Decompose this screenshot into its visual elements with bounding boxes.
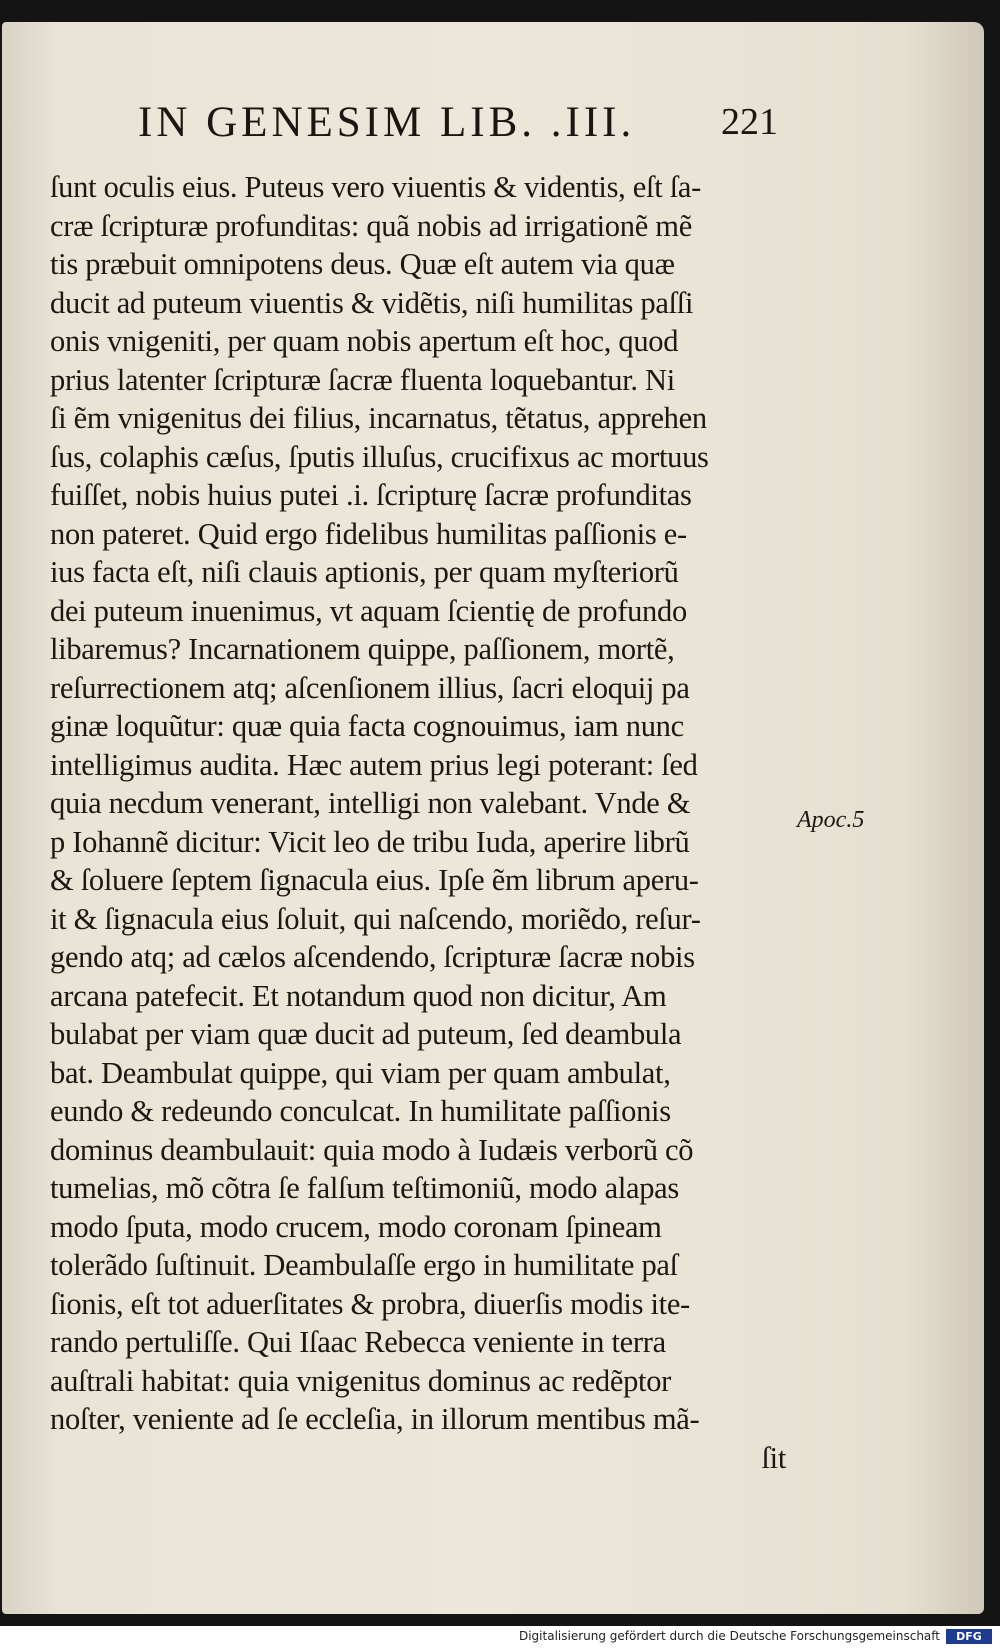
text-line: libaremus? Incarnationem quippe, paſſionem, mortẽ, <box>50 632 675 666</box>
text-line: it & ſignacula eius ſoluit, qui naſcendo, moriẽdo, reſur- <box>50 901 701 936</box>
text-line: tolerãdo ſuſtinuit. Deambulaſſe ergo in humilitate paſ <box>50 1248 678 1282</box>
text-line: dominus deambulauit: quia modo à Iudæis verborũ cõ <box>50 1132 694 1167</box>
text-line: onis vnigeniti, per quam nobis apertum eſt hoc, quod <box>50 324 679 358</box>
book-page <box>2 22 984 1614</box>
text-line: ginæ loquũtur: quæ quia facta cognouimus, iam nunc <box>50 709 684 743</box>
text-line: dei puteum inuenimus, vt aquam ſcientię de profundo <box>50 593 687 628</box>
text-line: tis præbuit omnipotens deus. Quæ eſt autem via quæ <box>50 247 675 281</box>
text-line: reſurrectionem atq; aſcenſionem illius, ſacri eloquij pa <box>50 670 690 705</box>
page-number: 221 <box>721 101 778 143</box>
text-line: quia necdum venerant, intelligi non valebant. Vnde & <box>50 786 691 820</box>
text-line: bat. Deambulat quippe, qui viam per quam ambulat, <box>50 1055 671 1090</box>
running-head <box>138 98 778 154</box>
text-line: prius latenter ſcripturæ ſacræ fluenta loquebantur. Ni <box>50 362 675 397</box>
footer-credit: Digitalisierung gefördert durch die Deutsche Forschungsgemeinschaft <box>518 1629 940 1643</box>
text-line: modo ſputa, modo crucem, modo coronam ſpineam <box>50 1209 662 1244</box>
text-line: ducit ad puteum viuentis & vidẽtis, niſi humilitas paſſi <box>50 285 694 320</box>
text-line: arcana patefecit. Et notandum quod non dicitur, Am <box>50 978 667 1013</box>
text-line: ſunt oculis eius. Puteus vero viuentis & videntis, eſt ſa- <box>50 170 701 204</box>
text-line: rando pertuliſſe. Qui Iſaac Rebecca veniente in terra <box>50 1325 666 1359</box>
text-line: ſus, colaphis cæſus, ſputis illuſus, crucifixus ac mortuus <box>50 439 709 474</box>
digitization-footer <box>0 1626 1000 1648</box>
text-line: ſionis, eſt tot aduerſitates & probra, diuerſis modis ite- <box>50 1286 690 1321</box>
text-line: non pateret. Quid ergo fidelibus humilitas paſſionis e- <box>50 516 687 551</box>
text-line: auſtrali habitat: quia vnigenitus dominus ac redẽptor <box>50 1363 672 1398</box>
dfg-logo: DFG <box>946 1629 992 1644</box>
text-block <box>50 168 790 1477</box>
running-title: IN GENESIM LIB. .III. <box>138 99 636 146</box>
text-line: noſter, veniente ad ſe eccleſia, in illorum mentibus mã- <box>50 1402 700 1436</box>
text-line: cræ ſcripturæ profunditas: quã nobis ad irrigationẽ mẽ <box>50 208 692 243</box>
text-line: tumelias, mõ cõtra ſe falſum teſtimoniũ, modo alapas <box>50 1171 679 1205</box>
text-line: bulabat per viam quæ ducit ad puteum, ſed deambula <box>50 1017 682 1051</box>
text-line: & ſoluere ſeptem ſignacula eius. Ipſe ẽm librum aperu- <box>50 863 699 897</box>
text-line: fuiſſet, nobis huius putei .i. ſcripturę ſacræ profunditas <box>50 478 692 512</box>
text-line: eundo & redeundo conculcat. In humilitate paſſionis <box>50 1094 671 1128</box>
text-line: intelligimus audita. Hæc autem prius legi poterant: ſed <box>50 747 698 782</box>
text-line: ius facta eſt, niſi clauis aptionis, per quam myſteriorũ <box>50 555 679 589</box>
text-line: p Iohannẽ dicitur: Vicit leo de tribu Iuda, aperire librũ <box>50 824 690 859</box>
catchword: ſit <box>761 1440 786 1475</box>
text-line: ſi ẽm vnigenitus dei filius, incarnatus, tẽtatus, apprehen <box>50 401 707 435</box>
text-line: gendo atq; ad cælos aſcendendo, ſcripturæ ſacræ nobis <box>50 940 695 974</box>
margin-note: Apoc.5 <box>797 807 865 833</box>
